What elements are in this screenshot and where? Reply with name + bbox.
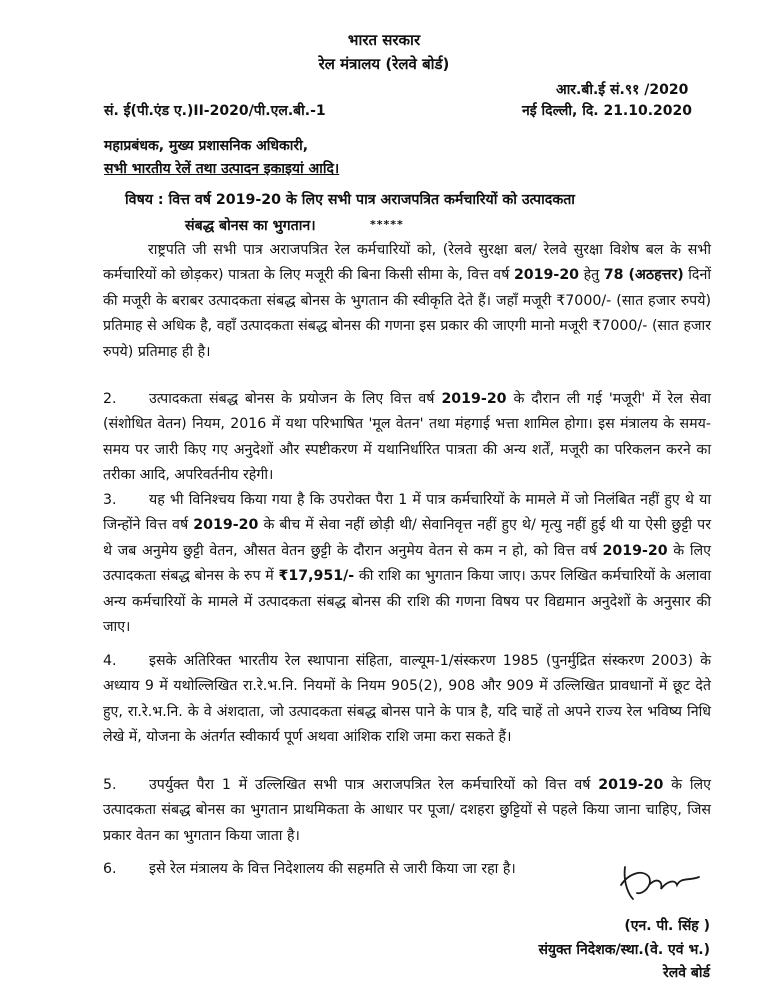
para1-text-b: हेतु — [579, 267, 604, 284]
para2-text-a: उत्पादकता संबद्ध बोनस के प्रयोजन के लिए वित्त वर्ष — [149, 391, 442, 407]
signatory-designation: संयुक्त निदेशक/स्था.(वे. एवं भ.) — [538, 942, 710, 958]
para3-year-1: 2019-20 — [193, 517, 259, 534]
addressee-line2: सभी भारतीय रेलें तथा उत्पादन इकाइयां आदि। — [104, 161, 340, 177]
addressee-line1: महाप्रबंधक, मुख्य प्रशासनिक अधिकारी, — [104, 138, 309, 154]
paragraph-4 — [103, 649, 711, 751]
para2-number: 2. — [103, 391, 117, 407]
signatory-office: रेलवे बोर्ड — [663, 965, 710, 981]
para2-year: 2019-20 — [441, 391, 507, 407]
subject-line1: वित्त वर्ष 2019-20 के लिए सभी पात्र अराजपत्रित कर्मचारियों को उत्पादकता — [168, 192, 575, 208]
letter-date: नई दिल्ली, दि. 21.10.2020 — [522, 103, 693, 119]
subject-line2: संबद्ध बोनस का भुगतान। — [185, 218, 316, 234]
para2-text-b: के दौरान ली गई 'मजूरी' में रेल सेवा (संशोधित वेतन) नियम, 2016 में यथा परिभाषित 'मूल वेतन' तथा मंहगाई भत्ता शामिल होगा। इस मंत्रालय के समय-समय पर जारी किए गए अनुदेशों और स्पष्टीकरण में यथानिर्धारित पात्रता की अन्य शर्तें, मजूरी का परिकलन करने का तरीका आदि, अपरिवर्तनीय रहेगी। — [103, 391, 711, 484]
paragraph-3 — [103, 488, 711, 640]
separator-stars: ***** — [370, 218, 404, 231]
rbe-number: आर.बी.ई सं.९१ /2020 — [556, 82, 689, 98]
para4-number: 4. — [103, 653, 117, 669]
para1-text-c: दिनों की मजूरी के बराबर उत्पादकता संबद्ध बोनस के भुगतान की स्वीकृति देते हैं। जहाँ मजूरी ₹7000/- (सात हजार रुपये) प्रतिमाह से अधिक है, वहाँ उत्पादकता संबद्ध बोनस की गणना इस प्रकार की जाएगी मानो मजूरी ₹7000/- (सात हजार रुपये) प्रतिमाह ही है। — [103, 267, 712, 360]
govt-header: भारत सरकार — [347, 31, 421, 49]
ministry-header: रेल मंत्रालय (रेलवे बोर्ड) — [318, 55, 450, 73]
para1-days: 78 (अठहत्तर) — [603, 267, 684, 284]
para3-number: 3. — [103, 492, 117, 508]
paragraph-2 — [103, 387, 711, 489]
paragraph-5 — [103, 773, 711, 849]
para1-text-a: राष्ट्रपति जी सभी पात्र अराजपत्रित रेल कर्मचारियों को, (रेलवे सुरक्षा बल/ रेलवे सुरक्षा विशेष बल के सभी कर्मचारियों को छोड़कर) पात्रता के लिए मजूरी की बिना किसी सीमा के, वित्त वर्ष — [103, 242, 711, 284]
para3-amount: ₹17,951/- — [278, 568, 355, 585]
para3-text-b: के बीच में सेवा नहीं छोड़ी थी/ सेवानिवृत्त नहीं हुए थे/ मृत्यु नहीं हुई थी या ऐसी छुट्टी पर थे जब अनुमेय छुट्टी वेतन, औसत वेतन छुट्टी के दौरान अनुमेय वेतन से कम न हो, को वित्त वर्ष — [103, 517, 711, 559]
para5-text-a: उपर्युक्त पैरा 1 में उल्लिखित सभी पात्र अराजपत्रित रेल कर्मचारियों को वित्त वर्ष — [149, 777, 599, 793]
para6-number: 6. — [103, 861, 117, 877]
para6-text-a: इसे रेल मंत्रालय के वित्त निदेशालय की सहमति से जारी किया जा रहा है। — [149, 861, 516, 877]
paragraph-6 — [103, 857, 623, 882]
para4-text-a: इसके अतिरिक्त भारतीय रेल स्थापाना संहिता, वाल्यूम-1/संस्करण 1985 (पुनर्मुद्रित संस्करण 2003) के अध्याय 9 में यथोल्लिखित रा.रे.भ.नि. नियमों के नियम 905(2), 908 और 909 में उल्लिखित प्रावधानों में छूट देते हुए, रा.रे.भ.नि. के वे अंशदाता, जो उत्पादकता संबद्ध बोनस पाने के पात्र है, यदि चाहें तो अपने राज्य रेल भविष्य निधि लेखे में, योजना के अंतर्गत स्वीकार्य पूर्ण अथवा आंशिक राशि जमा करा सकते हैं। — [103, 653, 711, 746]
para3-year-2: 2019-20 — [602, 542, 668, 559]
handwritten-signature — [615, 855, 705, 910]
para3-text-d: की राशि का भुगतान किया जाए। ऊपर लिखित कर्मचारियों के अलावा अन्य कर्मचारियों के मामले में उत्पादकता संबद्ध बोनस की राशि की गणना विषय पर विद्यमान अनुदेशों के अनुसार की जाए। — [103, 568, 711, 636]
file-number: सं. ई(पी.एंड ए.)II-2020/पी.एल.बी.-1 — [104, 103, 326, 119]
para3-text-a: यह भी विनिश्चय किया गया है कि उपरोक्त पैरा 1 में पात्र कर्मचारियों के मामले में जो निलंबित नहीं हुए थे या जिन्होंने वित्त वर्ष — [103, 492, 711, 534]
para5-number: 5. — [103, 777, 117, 793]
para3-text-c: के लिए उत्पादकता संबद्ध बोनस के रुप में — [103, 542, 711, 585]
signatory-name: (एन. पी. सिंह ) — [624, 918, 710, 934]
para5-text-b: के लिए उत्पादकता संबद्ध बोनस का भुगतान प्राथमिकता के आधार पर पूजा/ दशहरा छुट्टियों से पहले किया जाना चाहिए, जिस प्रकार वेतन का भुगतान किया जाता है। — [103, 777, 711, 844]
paragraph-1 — [103, 238, 711, 365]
para1-year: 2019-20 — [513, 267, 580, 284]
para5-year: 2019-20 — [598, 777, 664, 793]
subject-block — [125, 187, 685, 239]
subject-label: विषय : — [125, 192, 164, 208]
